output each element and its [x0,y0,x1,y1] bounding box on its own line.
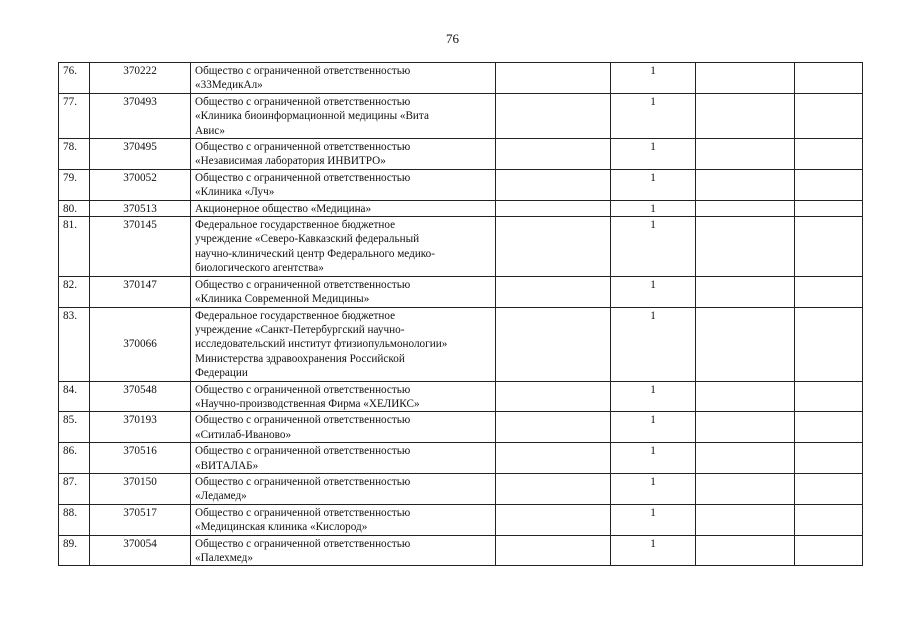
org-name-line: Общество с ограниченной ответственностью [195,414,411,427]
table-row [59,93,863,138]
empty-cell [795,276,863,307]
empty-cell [795,504,863,535]
quantity-cell: 1 [611,63,696,94]
org-code: 370150 [90,473,191,504]
org-code: 370222 [90,63,191,94]
row-number: 80. [59,200,90,216]
org-name-line: исследовательский институт фтизиопульмонологии» [195,338,448,351]
quantity-cell: 1 [611,169,696,200]
table-row [59,276,863,307]
quantity-cell: 1 [611,276,696,307]
org-name-line: Федеральное государственное бюджетное [195,219,396,232]
org-name [191,473,496,504]
org-code: 370147 [90,276,191,307]
empty-cell [496,276,611,307]
empty-cell [496,473,611,504]
row-number: 85. [59,412,90,443]
org-name-line: Федеральное государственное бюджетное [195,309,396,322]
org-name [191,276,496,307]
org-name [191,412,496,443]
quantity-cell: 1 [611,139,696,170]
org-name [191,200,496,216]
quantity-cell: 1 [611,217,696,277]
org-code: 370066 [90,307,191,381]
empty-cell [795,535,863,566]
org-name-line: Общество с ограниченной ответственностью [195,278,411,291]
org-name-line: Министерства здравоохранения Российской [195,352,405,365]
empty-cell [496,169,611,200]
org-name [191,63,496,94]
org-name-line: Общество с ограниченной ответственностью [195,65,411,77]
row-number: 82. [59,276,90,307]
empty-cell [496,443,611,474]
org-name-line: Общество с ограниченной ответственностью [195,537,411,550]
org-code: 370493 [90,93,191,138]
organizations-table [58,62,863,566]
org-name-line: Акционерное общество «Медицина» [195,202,372,215]
row-number: 86. [59,443,90,474]
org-name-line: учреждение «Северо-Кавказский федеральный [195,233,420,246]
empty-cell [496,139,611,170]
page-number: 76 [446,31,459,46]
empty-cell [496,307,611,381]
org-name [191,535,496,566]
empty-cell [795,200,863,216]
empty-cell [496,412,611,443]
org-name-line: «Клиника «Луч» [195,186,275,199]
org-name-line: Общество с ограниченной ответственностью [195,95,411,108]
table-row [59,535,863,566]
row-number: 84. [59,381,90,412]
org-name [191,307,496,381]
quantity-cell: 1 [611,473,696,504]
org-name-line: Авис» [195,124,225,137]
org-name [191,381,496,412]
org-name-line: «ВИТАЛАБ» [195,459,259,472]
table-row [59,473,863,504]
empty-cell [795,443,863,474]
empty-cell [696,473,795,504]
quantity-cell: 1 [611,381,696,412]
quantity-cell: 1 [611,443,696,474]
org-name [191,139,496,170]
empty-cell [496,217,611,277]
table-row [59,307,863,381]
row-number: 79. [59,169,90,200]
row-number: 89. [59,535,90,566]
table-row [59,200,863,216]
org-name-line: Общество с ограниченной ответственностью [195,383,411,396]
table-row [59,381,863,412]
org-name [191,169,496,200]
quantity-cell: 1 [611,535,696,566]
org-name-line: Общество с ограниченной ответственностью [195,506,411,519]
org-name-line: «Палехмед» [195,552,253,564]
org-name-line: учреждение «Санкт-Петербургский научно- [195,323,405,336]
empty-cell [696,200,795,216]
empty-cell [795,307,863,381]
org-name [191,217,496,277]
quantity-cell: 1 [611,504,696,535]
org-code: 370495 [90,139,191,170]
empty-cell [496,63,611,94]
empty-cell [696,169,795,200]
org-name-line: научно-клинический центр Федерального медико- [195,247,435,260]
org-name-line: «Клиника биоинформационной медицины «Вита [195,110,429,123]
org-name-line: «Клиника Современной Медицины» [195,293,370,306]
quantity-cell: 1 [611,412,696,443]
empty-cell [696,276,795,307]
row-number: 77. [59,93,90,138]
table-row [59,217,863,277]
org-name-line: «Ситилаб-Иваново» [195,428,292,441]
quantity-cell: 1 [611,200,696,216]
empty-cell [496,504,611,535]
table-body [59,63,863,566]
empty-cell [795,93,863,138]
org-name-line: «Медицинская клиника «Кислород» [195,521,368,534]
org-name [191,93,496,138]
table-row [59,63,863,94]
org-name-line: Общество с ограниченной ответственностью [195,445,411,458]
row-number: 81. [59,217,90,277]
empty-cell [496,200,611,216]
org-code: 370517 [90,504,191,535]
org-code: 370145 [90,217,191,277]
table-row [59,443,863,474]
org-code: 370548 [90,381,191,412]
org-code: 370054 [90,535,191,566]
empty-cell [696,504,795,535]
empty-cell [696,63,795,94]
org-code: 370516 [90,443,191,474]
row-number: 76. [59,63,90,94]
empty-cell [696,535,795,566]
org-name [191,443,496,474]
empty-cell [795,139,863,170]
row-number: 78. [59,139,90,170]
empty-cell [795,217,863,277]
empty-cell [696,307,795,381]
table-row [59,504,863,535]
empty-cell [795,381,863,412]
empty-cell [696,217,795,277]
row-number: 88. [59,504,90,535]
table-row [59,139,863,170]
empty-cell [696,443,795,474]
org-name-line: «Независимая лаборатория ИНВИТРО» [195,155,386,168]
org-name-line: «33МедикАл» [195,79,263,92]
empty-cell [496,535,611,566]
row-number: 87. [59,473,90,504]
empty-cell [696,381,795,412]
org-code: 370513 [90,200,191,216]
org-code: 370052 [90,169,191,200]
quantity-cell: 1 [611,93,696,138]
empty-cell [795,412,863,443]
org-name-line: «Ледамед» [195,490,247,503]
org-name-line: Общество с ограниченной ответственностью [195,475,411,488]
org-name-line: Общество с ограниченной ответственностью [195,171,411,184]
empty-cell [696,93,795,138]
quantity-cell: 1 [611,307,696,381]
org-name-line: Федерации [195,367,248,380]
org-name-line: Общество с ограниченной ответственностью [195,141,411,154]
table-row [59,169,863,200]
empty-cell [795,473,863,504]
empty-cell [496,93,611,138]
empty-cell [795,169,863,200]
empty-cell [795,63,863,94]
org-name [191,504,496,535]
empty-cell [496,381,611,412]
empty-cell [696,139,795,170]
table-row [59,412,863,443]
org-code: 370193 [90,412,191,443]
row-number: 83. [59,307,90,381]
empty-cell [696,412,795,443]
org-name-line: «Научно-производственная Фирма «ХЕЛИКС» [195,397,420,410]
org-name-line: биологического агентства» [195,262,324,275]
